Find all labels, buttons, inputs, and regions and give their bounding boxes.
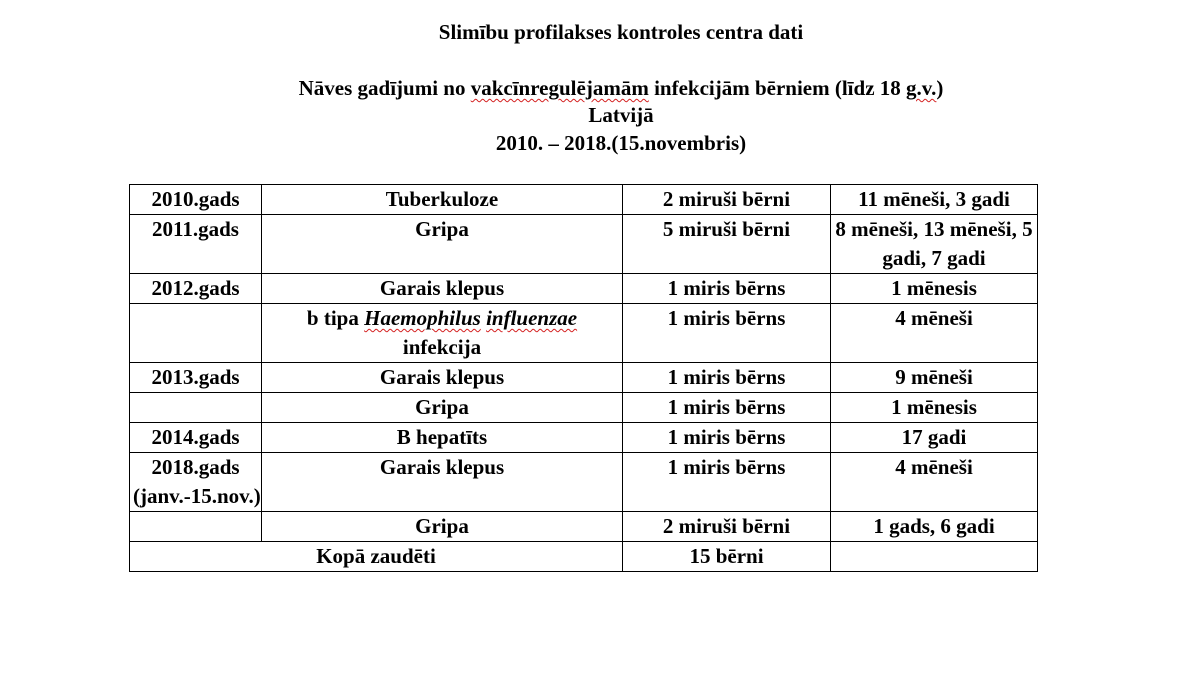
disease-cell: Gripa [262, 393, 623, 423]
disease-prefix: b tipa [306, 306, 365, 330]
disease-cell: Garais klepus [262, 274, 623, 304]
report-country: Latvijā [588, 103, 654, 127]
year-cell [130, 304, 262, 363]
year-cell: 2014.gads [130, 423, 262, 453]
count-cell: 2 miruši bērni [623, 512, 831, 542]
total-row [130, 542, 1038, 572]
ages-cell: 1 mēnesis [831, 274, 1038, 304]
table-row [130, 363, 1038, 393]
count-cell: 1 miris bērns [623, 393, 831, 423]
table-row [130, 215, 1038, 274]
total-ages [831, 542, 1038, 572]
total-count: 15 bērni [623, 542, 831, 572]
ages-cell: 1 gads, 6 gadi [831, 512, 1038, 542]
count-cell: 1 miris bērns [623, 363, 831, 393]
disease-italic-species: influenzae [486, 306, 578, 330]
year-cell [130, 512, 262, 542]
disease-cell: B hepatīts [262, 423, 623, 453]
ages-cell: 4 mēneši [831, 453, 1038, 512]
ages-cell: 8 mēneši, 13 mēneši, 5 gadi, 7 gadi [831, 215, 1038, 274]
count-cell: 2 miruši bērni [623, 185, 831, 215]
table-row [130, 185, 1038, 215]
count-cell: 1 miris bērns [623, 453, 831, 512]
total-label: Kopā zaudēti [130, 542, 623, 572]
disease-cell: Tuberkuloze [262, 185, 623, 215]
year-cell [130, 393, 262, 423]
ages-cell: 1 mēnesis [831, 393, 1038, 423]
count-cell: 5 miruši bērni [623, 215, 831, 274]
disease-cell: Gripa [262, 215, 623, 274]
report-title [0, 76, 1200, 100]
disease-cell: Gripa [262, 512, 623, 542]
title-suffix: ) [936, 76, 944, 100]
disease-suffix: infekcija [402, 335, 482, 359]
title-middle: infekcijām bērniem (līdz 18 [648, 76, 907, 100]
count-cell: 1 miris bērns [623, 423, 831, 453]
year-cell: 2010.gads [130, 185, 262, 215]
year-cell: 2012.gads [130, 274, 262, 304]
table-row [130, 393, 1038, 423]
disease-italic-genus: Haemophilus [364, 306, 481, 330]
ages-cell: 17 gadi [831, 423, 1038, 453]
source-heading: Slimību profilakses kontroles centra dati [438, 20, 804, 44]
disease-cell: Garais klepus [262, 453, 623, 512]
year-cell: 2018.gads (janv.-15.nov.) [130, 453, 262, 512]
year-cell: 2013.gads [130, 363, 262, 393]
title-prefix: Nāves gadījumi no [298, 76, 471, 100]
table-row [130, 274, 1038, 304]
ages-cell: 4 mēneši [831, 304, 1038, 363]
ages-cell: 9 mēneši [831, 363, 1038, 393]
table-row [130, 304, 1038, 363]
count-cell: 1 miris bērns [623, 304, 831, 363]
table-row [130, 453, 1038, 512]
disease-cell [262, 304, 623, 363]
ages-cell: 11 mēneši, 3 gadi [831, 185, 1038, 215]
disease-cell: Garais klepus [262, 363, 623, 393]
report-period: 2010. – 2018.(15.novembris) [495, 131, 747, 155]
title-spellcheck-word: vakcīnregulējamām [470, 76, 649, 100]
year-cell: 2011.gads [130, 215, 262, 274]
title-spellcheck-abbr: g.v. [906, 76, 937, 100]
deaths-table [129, 184, 1038, 572]
table-row [130, 423, 1038, 453]
count-cell: 1 miris bērns [623, 274, 831, 304]
table-row [130, 512, 1038, 542]
